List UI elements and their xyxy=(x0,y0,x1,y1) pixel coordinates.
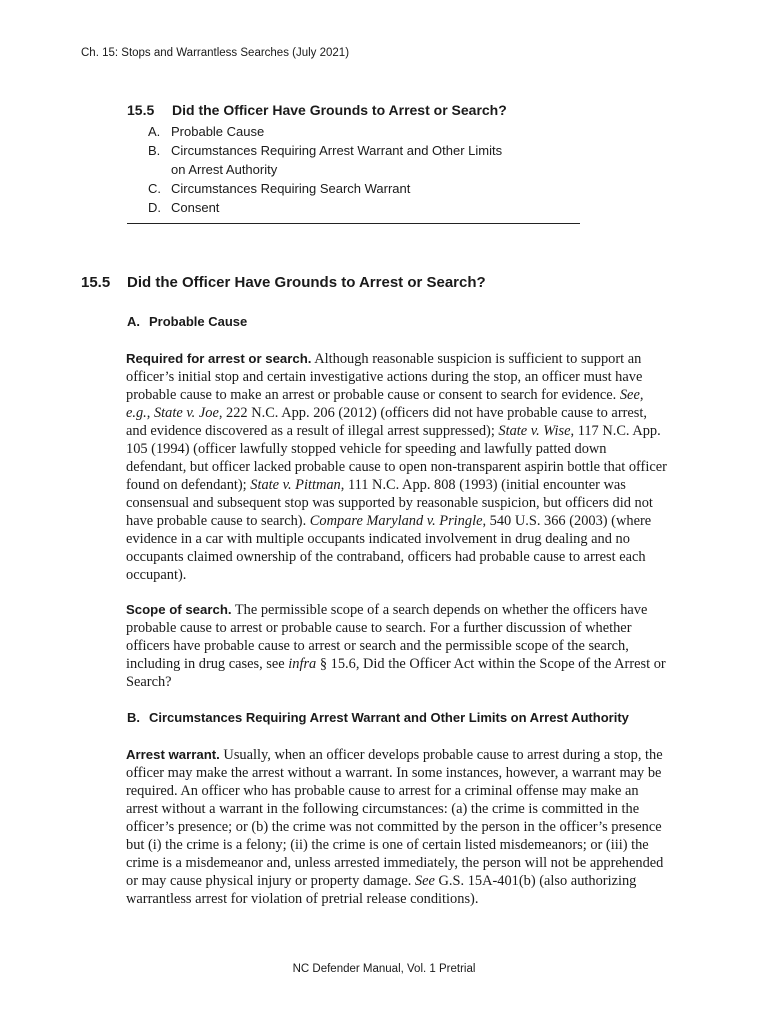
toc-item-letter: B. xyxy=(148,143,161,158)
paragraph-text: G.S. 15A-401(b) (also authorizing warrantless arrest for violation of pretrial release conditions). xyxy=(126,873,637,907)
citation-signal: See, e.g. xyxy=(126,387,644,421)
toc-item-d[interactable] xyxy=(127,198,587,217)
cross-reference: infra xyxy=(288,656,317,672)
toc-item-b[interactable] xyxy=(127,141,511,179)
toc-item-label: Circumstances Requiring Search Warrant xyxy=(171,181,411,196)
section-title: Did the Officer Have Grounds to Arrest or Search? xyxy=(127,274,486,291)
paragraph-text: , 540 U.S. 366 (2003) (where evidence in a car with multiple occupants indicated involvement in drug dealing and no occupants claimed ownership of the contraband, officers had probable cause to arrest each occupant). xyxy=(126,513,652,583)
toc-section-title: Did the Officer Have Grounds to Arrest or Search? xyxy=(172,102,507,118)
subsection-letter: B. xyxy=(127,710,140,725)
page-header: Ch. 15: Stops and Warrantless Searches (July 2021) xyxy=(81,47,350,59)
toc-item-letter: C. xyxy=(148,181,161,196)
toc-item-a[interactable] xyxy=(127,122,587,141)
toc-section-number: 15.5 xyxy=(127,102,155,118)
toc-item-letter: D. xyxy=(148,200,161,215)
paragraph-lead: Required for arrest or search. xyxy=(126,351,312,366)
citation-signal: See xyxy=(414,873,435,889)
toc-item-label: Circumstances Requiring Arrest Warrant and Other Limits on Arrest Authority xyxy=(171,143,503,177)
paragraph-text: Usually, when an officer develops probable cause to arrest during a stop, the officer may make the arrest without a warrant. In some instances, however, a warrant may be required. An officer who has probable cause to arrest for a criminal offense may make an arrest without a warrant in the following circumstances: (a) the crime is committed in the officer’s presence; or (b) the crime was not committed by the person in the officer’s presence but (i) the crime is a felony; (ii) the crime is one of certain listed misdemeanors; or (iii) the crime is a misdemeanor and, unless arrested immediately, the person will not be apprehended or may cause physical injury or property damage. xyxy=(126,747,664,889)
page-footer: NC Defender Manual, Vol. 1 Pretrial xyxy=(292,963,476,975)
toc-heading xyxy=(127,102,587,118)
toc-divider xyxy=(127,223,580,224)
case-name: State v. Joe xyxy=(153,405,219,421)
paragraph-lead: Arrest warrant. xyxy=(126,747,220,762)
subsection-heading-a xyxy=(127,314,247,329)
section-heading-block xyxy=(81,274,681,291)
toc-item-c[interactable] xyxy=(127,179,587,198)
subsection-title: Probable Cause xyxy=(149,314,248,329)
section-number: 15.5 xyxy=(81,274,111,291)
case-name: Compare Maryland v. Pringle xyxy=(309,513,483,529)
paragraph-text: , 117 N.C. App. 105 (1994) (officer lawfully stopped vehicle for speeding and lawfully patted down defendant, but officer lacked probable cause to open non-transparent aspirin bottle that officer found on defendant); xyxy=(126,423,667,493)
case-name: State v. Wise xyxy=(498,423,571,439)
paragraph-text: , 222 N.C. App. 206 (2012) (officers did not have probable cause to arrest, and evidence discovered as a result of illegal arrest suppressed); xyxy=(126,405,647,439)
toc-item-label: Probable Cause xyxy=(171,124,265,139)
paragraph-required-for-arrest xyxy=(126,350,668,584)
subsection-title: Circumstances Requiring Arrest Warrant and Other Limits on Arrest Authority xyxy=(149,710,629,725)
paragraph-text: The permissible scope of a search depends on whether the officers have probable cause to arrest or probable cause to search. For a further discussion of whether officers have probable cause to arrest or search and the permissible scope of the search, including in drug cases, see xyxy=(126,602,648,672)
toc-item-label: Consent xyxy=(171,200,220,215)
paragraph-text: , xyxy=(146,405,154,421)
paragraph-text: Although reasonable suspicion is sufficient to support an officer’s initial stop and certain investigative actions during the stop, an officer must have probable cause to make an arrest or probable cause or consent to search for evidence. xyxy=(126,351,643,403)
section-toc xyxy=(127,102,587,224)
paragraph-text: , 111 N.C. App. 808 (1993) (initial encounter was consensual and subsequent stop was supported by reasonable suspicion, but officers did not have probable cause to search). xyxy=(126,477,653,529)
subsection-letter: A. xyxy=(127,314,140,329)
paragraph-text: § 15.6, Did the Officer Act within the Scope of the Arrest or Search? xyxy=(126,656,666,690)
section-heading xyxy=(81,274,681,291)
paragraph-lead: Scope of search. xyxy=(126,602,232,617)
paragraph-arrest-warrant xyxy=(126,746,668,908)
case-name: State v. Pittman xyxy=(250,477,341,493)
paragraph-scope-of-search xyxy=(126,601,668,691)
toc-item-letter: A. xyxy=(148,124,161,139)
subsection-heading-b xyxy=(127,710,629,725)
